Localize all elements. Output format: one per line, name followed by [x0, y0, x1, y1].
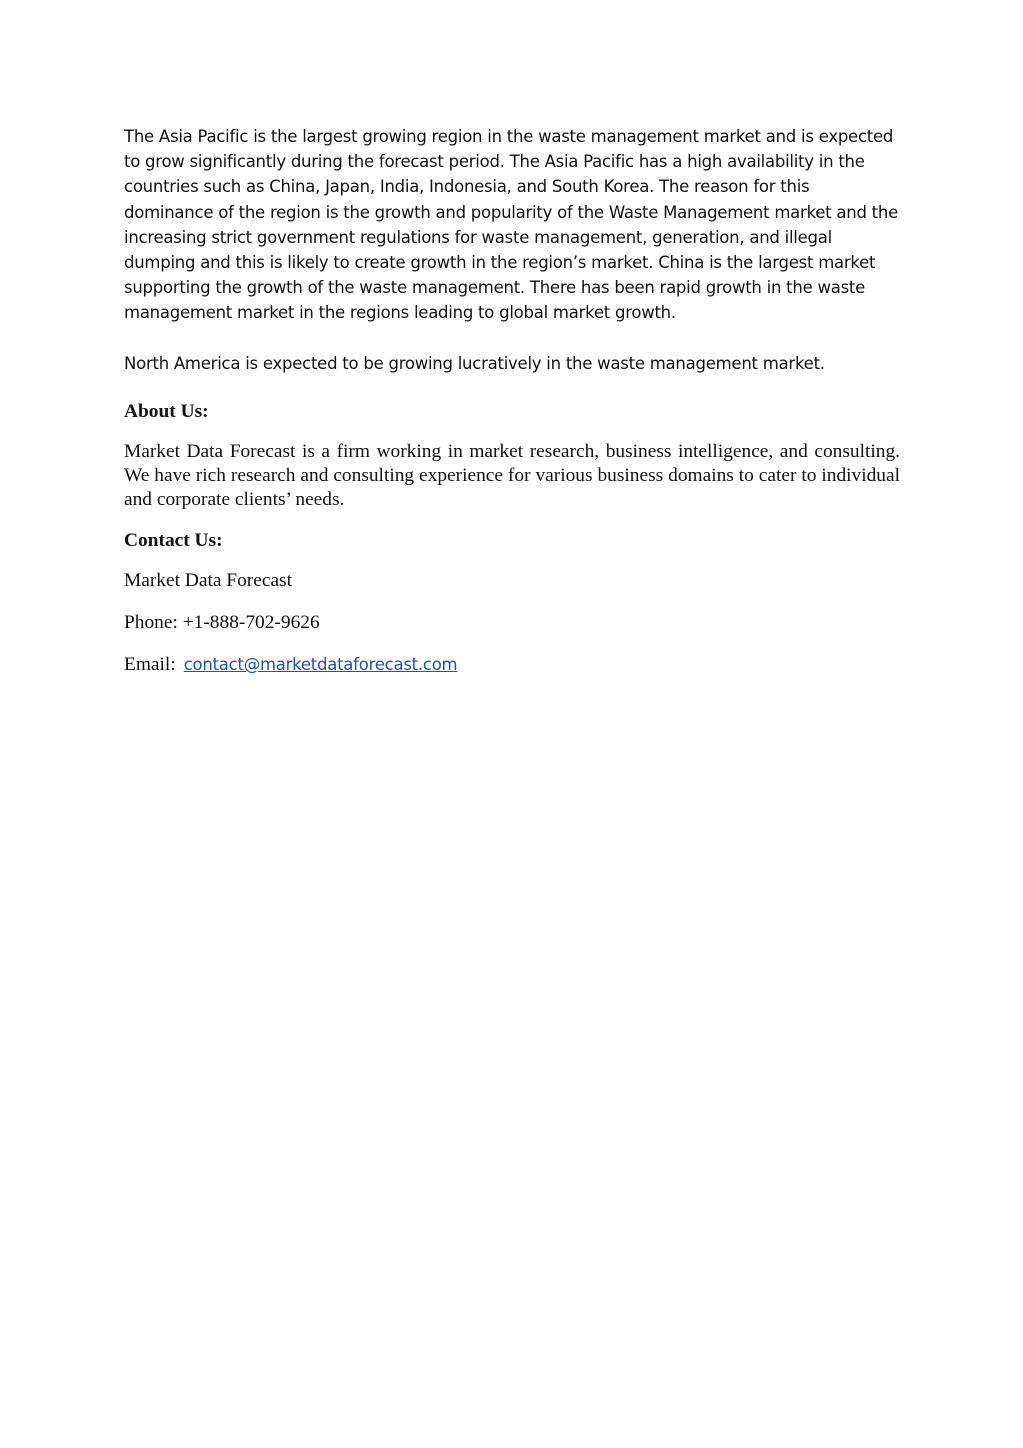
phone-line: Phone: +1-888-702-9626: [124, 611, 320, 633]
paragraph-north-america: North America is expected to be growing lucratively in the waste management market.: [124, 353, 825, 373]
contact-heading: Contact Us:: [124, 529, 223, 551]
document-page: [124, 124, 900, 677]
company-name: Market Data Forecast: [124, 569, 292, 591]
email-line: [124, 653, 900, 677]
email-link[interactable]: contact@marketdataforecast.com: [183, 654, 458, 674]
email-label: Email:: [124, 653, 176, 675]
paragraph-asia-pacific: The Asia Pacific is the largest growing region in the waste management market and is expected to grow significantly during the forecast period. The Asia Pacific has a high availability in the countries such as China, Japan, India, Indonesia, and South Korea. The reason for this dominance of the region is the growth and popularity of the Waste Management market and the increasing strict government regulations for waste management, generation, and illegal dumping and this is likely to create growth in the region’s market. China is the largest market supporting the growth of the waste management. There has been rapid growth in the waste management market in the regions leading to global market growth.: [124, 127, 899, 323]
about-heading: About Us:: [124, 400, 209, 422]
about-text: Market Data Forecast is a firm working in market research, business intelligence, and consulting. We have rich research and consulting experience for various business domains to cater to individual and corporate clients’ needs.: [124, 440, 900, 510]
